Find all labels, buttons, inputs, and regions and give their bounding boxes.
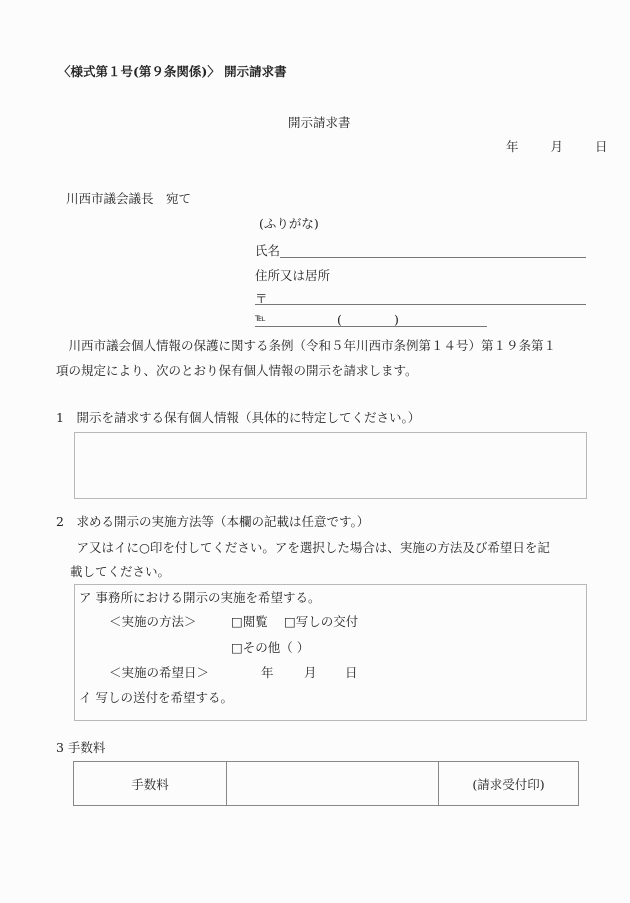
requested-info-field[interactable]	[74, 432, 587, 499]
section-2-heading	[56, 516, 369, 529]
fee-value-cell[interactable]	[227, 762, 439, 806]
method-label: ＜実施の方法＞	[109, 614, 197, 629]
intro-line-1: 川西市議会個人情報の保護に関する条例（令和５年川西市条例第１４号）第１９条第１	[56, 338, 557, 353]
document-title: 開示請求書	[288, 115, 351, 130]
fee-label-cell: 手数料	[74, 762, 227, 806]
tel-mark: ℡	[255, 313, 266, 324]
address-field[interactable]	[255, 304, 586, 305]
preferred-date-day[interactable]: 日	[345, 665, 358, 680]
checkbox-view[interactable]: □閲覧	[231, 614, 268, 629]
date-month-label: 月	[550, 139, 563, 154]
section-1-title: 開示を請求する保有個人情報（具体的に特定してください。）	[76, 410, 421, 425]
section-2-number: 2	[56, 514, 64, 529]
furigana-label: (ふりがな)	[259, 216, 319, 231]
form-number-label: 〈様式第１号(第９条関係)〉 開示請求書	[58, 64, 287, 79]
request-date	[506, 141, 607, 154]
fee-table	[73, 761, 579, 806]
name-label: 氏名	[255, 243, 281, 258]
tel-open-paren: (	[337, 312, 342, 327]
disclosure-method-box	[74, 584, 587, 721]
preferred-date-month[interactable]: 月	[304, 665, 317, 680]
section-1-heading	[56, 412, 420, 425]
section-2-title: 求める開示の実施方法等（本欄の記載は任意です。）	[76, 514, 370, 529]
section-1-number: 1	[56, 410, 64, 425]
tel-close-paren: )	[394, 312, 399, 327]
reception-stamp-cell: (請求受付印)	[439, 762, 579, 806]
date-day-label: 日	[594, 139, 608, 154]
postal-mark: 〒	[255, 291, 268, 306]
addressee: 川西市議会議長 宛て	[66, 191, 192, 206]
intro-line-2: 項の規定により、次のとおり保有個人情報の開示を請求します。	[56, 363, 418, 378]
address-label: 住所又は居所	[255, 268, 331, 283]
section-2-instruction-line-1: ア又はイに○印を付してください。アを選択した場合は、実施の方法及び希望日を記	[64, 540, 550, 555]
option-b-copy-mailing[interactable]: イ 写しの送付を希望する。	[79, 690, 233, 705]
table-row	[74, 762, 579, 806]
section-3-heading: 3 手数料	[56, 740, 106, 755]
preferred-date-label: ＜実施の希望日＞	[109, 665, 210, 680]
checkbox-copy-delivery[interactable]: □写しの交付	[284, 614, 359, 629]
name-field[interactable]	[280, 257, 586, 258]
date-year-label: 年	[506, 139, 519, 154]
section-2-instruction-line-2: 載してください。	[70, 564, 171, 579]
checkbox-other[interactable]: □その他（ ）	[231, 640, 310, 655]
option-a-office-disclosure[interactable]: ア 事務所における開示の実施を希望する。	[79, 590, 321, 605]
tel-field[interactable]	[255, 326, 487, 327]
preferred-date-year[interactable]: 年	[261, 665, 274, 680]
